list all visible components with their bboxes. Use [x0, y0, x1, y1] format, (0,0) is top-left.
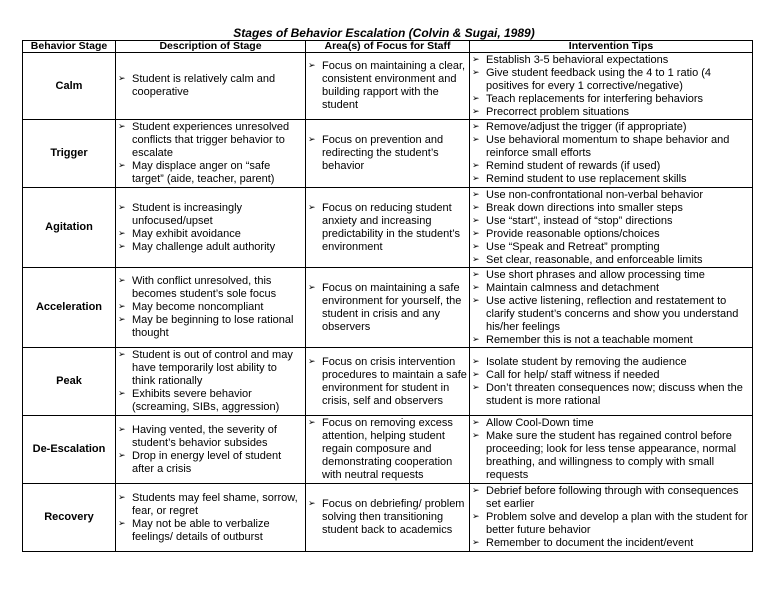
list-item: ➢ Use “Speak and Retreat” prompting	[472, 241, 750, 254]
stage-cell: Agitation	[23, 188, 116, 268]
tips-cell	[470, 484, 753, 552]
list-item: ➢ Maintain calmness and detachment	[472, 282, 750, 295]
list-item: ➢ Focus on maintaining a clear, consistent environment and building rapport with the student	[308, 60, 467, 112]
tips-cell	[470, 120, 753, 188]
list-item: ➢ Exhibits severe behavior (screaming, SIBs, aggression)	[118, 388, 303, 414]
header-row	[23, 41, 753, 53]
description-cell	[116, 120, 306, 188]
table-row	[23, 348, 753, 416]
list-item: ➢ Focus on crisis intervention procedures to maintain a safe environment for student in crisis, self and observers	[308, 356, 467, 408]
list-item: ➢ Don’t threaten consequences now; discuss when the student is more rational	[472, 382, 750, 408]
list-item: ➢ Remind student to use replacement skills	[472, 173, 750, 186]
header-behavior-stage: Behavior Stage	[23, 41, 116, 53]
stage-cell: De-Escalation	[23, 416, 116, 484]
table-row	[23, 120, 753, 188]
list-item: ➢ Having vented, the severity of student’s behavior subsides	[118, 424, 303, 450]
list-item: ➢ May exhibit avoidance	[118, 228, 303, 241]
stage-cell: Trigger	[23, 120, 116, 188]
description-cell	[116, 484, 306, 552]
list-item: ➢ Focus on prevention and redirecting the student’s behavior	[308, 134, 467, 173]
tips-cell	[470, 348, 753, 416]
table-row	[23, 268, 753, 348]
list-item: ➢ Use short phrases and allow processing time	[472, 269, 750, 282]
list-item: ➢ Student is increasingly unfocused/upset	[118, 202, 303, 228]
description-cell	[116, 416, 306, 484]
table-row	[23, 188, 753, 268]
list-item: ➢ Use non-confrontational non-verbal behavior	[472, 189, 750, 202]
list-item: ➢ Students may feel shame, sorrow, fear, or regret	[118, 492, 303, 518]
list-item: ➢ May become noncompliant	[118, 301, 303, 314]
focus-cell	[306, 416, 470, 484]
list-item: ➢ Focus on reducing student anxiety and increasing predictability in the student’s environment	[308, 202, 467, 254]
list-item: ➢ Call for help/ staff witness if needed	[472, 369, 750, 382]
focus-cell	[306, 348, 470, 416]
list-item: ➢ Isolate student by removing the audience	[472, 356, 750, 369]
list-item: ➢ Remember to document the incident/event	[472, 537, 750, 550]
page-title: Stages of Behavior Escalation (Colvin & Sugai, 1989)	[233, 26, 535, 40]
list-item: ➢ Make sure the student has regained control before proceeding; look for less tense appearance, normal breathing, and willingness to comply with small requests	[472, 430, 750, 482]
stage-cell: Recovery	[23, 484, 116, 552]
description-cell	[116, 53, 306, 120]
list-item: ➢ With conflict unresolved, this becomes student’s sole focus	[118, 275, 303, 301]
list-item: ➢ May be beginning to lose rational thought	[118, 314, 303, 340]
header-focus: Area(s) of Focus for Staff	[306, 41, 470, 53]
tips-cell	[470, 416, 753, 484]
focus-cell	[306, 120, 470, 188]
text-segment: Remember this is not a teachable moment	[486, 333, 693, 346]
list-item: ➢ Allow Cool-Down time	[472, 417, 750, 430]
tips-cell	[470, 268, 753, 348]
stage-cell: Acceleration	[23, 268, 116, 348]
stage-cell: Calm	[23, 53, 116, 120]
description-cell	[116, 188, 306, 268]
list-item: ➢ Student experiences unresolved conflicts that trigger behavior to escalate	[118, 121, 303, 160]
list-item: ➢ Focus on maintaining a safe environment for yourself, the student in crisis and any observers	[308, 282, 467, 334]
list-item: ➢ Give student feedback using the 4 to 1 ratio (4 positives for every 1 corrective/negative)	[472, 67, 750, 93]
list-item: ➢ May not be able to verbalize feelings/ details of outburst	[118, 518, 303, 544]
list-item: ➢ Precorrect problem situations	[472, 106, 750, 119]
list-item: ➢ Focus on removing excess attention, helping student regain composure and demonstrating cooperation with neutral requests	[308, 417, 467, 482]
list-item: ➢ Establish 3-5 behavioral expectations	[472, 54, 750, 67]
list-item: ➢ Set clear, reasonable, and enforceable limits	[472, 254, 750, 267]
tips-cell	[470, 53, 753, 120]
list-item: ➢ Use behavioral momentum to shape behavior and reinforce small efforts	[472, 134, 750, 160]
stage-cell: Peak	[23, 348, 116, 416]
description-cell	[116, 348, 306, 416]
focus-cell	[306, 53, 470, 120]
list-item: ➢ Provide reasonable options/choices	[472, 228, 750, 241]
focus-cell	[306, 484, 470, 552]
list-item: ➢ Drop in energy level of student after a crisis	[118, 450, 303, 476]
table-row	[23, 484, 753, 552]
tips-cell	[470, 188, 753, 268]
list-item: ➢ Use active listening, reflection and restatement to clarify student’s concerns and show you understand his/her feelings	[472, 295, 750, 334]
escalation-table	[22, 40, 753, 552]
list-item: ➢ Break down directions into smaller steps	[472, 202, 750, 215]
focus-cell	[306, 188, 470, 268]
list-item: ➢ Focus on debriefing/ problem solving then transitioning student back to academics	[308, 498, 467, 537]
table-row	[23, 53, 753, 120]
list-item: ➢ Teach replacements for interfering behaviors	[472, 93, 750, 106]
header-description: Description of Stage	[116, 41, 306, 53]
list-item: ➢ May challenge adult authority	[118, 241, 303, 254]
list-item: ➢ May displace anger on “safe target” (aide, teacher, parent)	[118, 160, 303, 186]
list-item: ➢ Remind student of rewards (if used)	[472, 160, 750, 173]
list-item: ➢ Use “start”, instead of “stop” directions	[472, 215, 750, 228]
table-row	[23, 416, 753, 484]
description-cell	[116, 268, 306, 348]
list-item: ➢ Student is relatively calm and cooperative	[118, 73, 303, 99]
focus-cell	[306, 268, 470, 348]
list-item	[472, 334, 750, 347]
header-intervention-tips: Intervention Tips	[470, 41, 753, 53]
list-item: ➢ Student is out of control and may have temporarily lost ability to think rationally	[118, 349, 303, 388]
list-item: ➢ Problem solve and develop a plan with the student for better future behavior	[472, 511, 750, 537]
list-item: ➢ Remove/adjust the trigger (if appropriate)	[472, 121, 750, 134]
list-item: ➢ Debrief before following through with consequences set earlier	[472, 485, 750, 511]
